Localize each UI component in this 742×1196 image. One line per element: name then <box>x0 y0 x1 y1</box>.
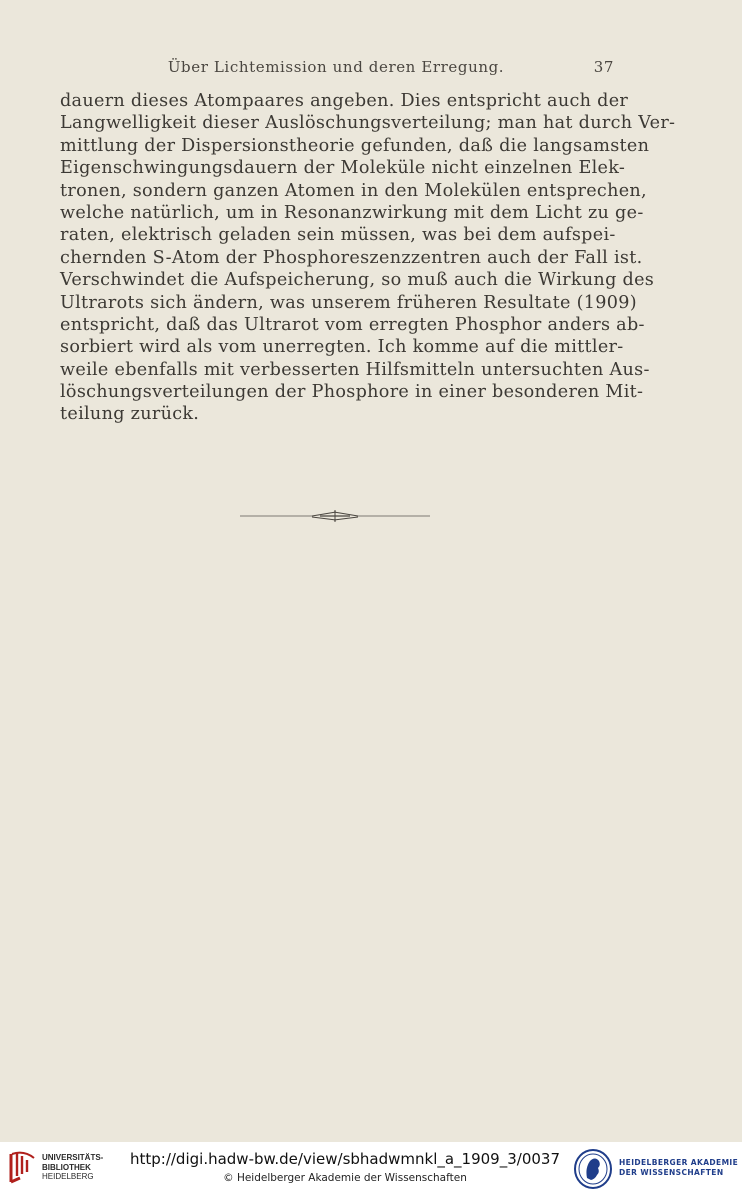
university-library-logo-icon <box>8 1150 38 1186</box>
text-line: tronen, sondern ganzen Atomen in den Molekülen entsprechen, <box>60 180 647 201</box>
academy-name-line: HEIDELBERGER AKADEMIE <box>619 1158 739 1167</box>
text-line: sorbiert wird als vom unerregten. Ich komme auf die mittler- <box>60 337 624 358</box>
section-end-ornament <box>240 508 430 524</box>
text-line: Verschwindet die Aufspeicherung, so muß auch die Wirkung des <box>60 270 655 291</box>
text-line: entspricht, daß das Ultrarot vom erregten Phosphor anders ab- <box>60 314 645 335</box>
text-line: teilung zurück. <box>60 404 200 425</box>
text-line: mittlung der Dispersionstheorie gefunden, daß die langsamsten <box>60 135 650 156</box>
text-line: weile ebenfalls mit verbesserten Hilfsmitteln untersuchten Aus- <box>60 359 650 380</box>
text-line: löschungsverteilungen der Phosphore in einer besonderen Mit- <box>60 382 644 403</box>
page-number: 37 <box>593 58 614 76</box>
university-library-name <box>42 1153 103 1182</box>
text-line: raten, elektrisch geladen sein müssen, was bei dem aufspei- <box>60 225 616 246</box>
text-line: Ultrarots sich ändern, was unserem früheren Resultate (1909) <box>60 292 637 313</box>
academy-seal-icon <box>573 1148 613 1190</box>
permalink-url[interactable]: http://digi.hadw-bw.de/view/sbhadwmnkl_a_1909_3/0037 <box>129 1150 560 1168</box>
text-line: welche natürlich, um in Resonanzwirkung mit dem Licht zu ge- <box>60 202 644 223</box>
library-name-line: HEIDELBERG <box>42 1172 94 1181</box>
library-name-line: BIBLIOTHEK <box>42 1162 91 1172</box>
running-head-title: Über Lichtemission und deren Erregung. <box>167 58 505 76</box>
library-name-line: UNIVERSITÄTS- <box>42 1153 104 1162</box>
copyright-notice: © Heidelberger Akademie der Wissenschaften <box>223 1172 467 1184</box>
text-line: Langwelligkeit dieser Auslöschungsverteilung; man hat durch Ver- <box>60 113 676 134</box>
academy-name <box>619 1158 738 1178</box>
footer-bar <box>0 1142 742 1196</box>
text-line: dauern dieses Atompaares angeben. Dies entspricht auch der <box>60 91 629 111</box>
academy-name-line: DER WISSENSCHAFTEN <box>619 1168 724 1177</box>
text-line: chernden S-Atom der Phosphoreszenzzentren auch der Fall ist. <box>60 247 643 268</box>
body-paragraph <box>60 90 676 426</box>
text-line: Eigenschwingungsdauern der Moleküle nicht einzelnen Elek- <box>60 158 626 179</box>
